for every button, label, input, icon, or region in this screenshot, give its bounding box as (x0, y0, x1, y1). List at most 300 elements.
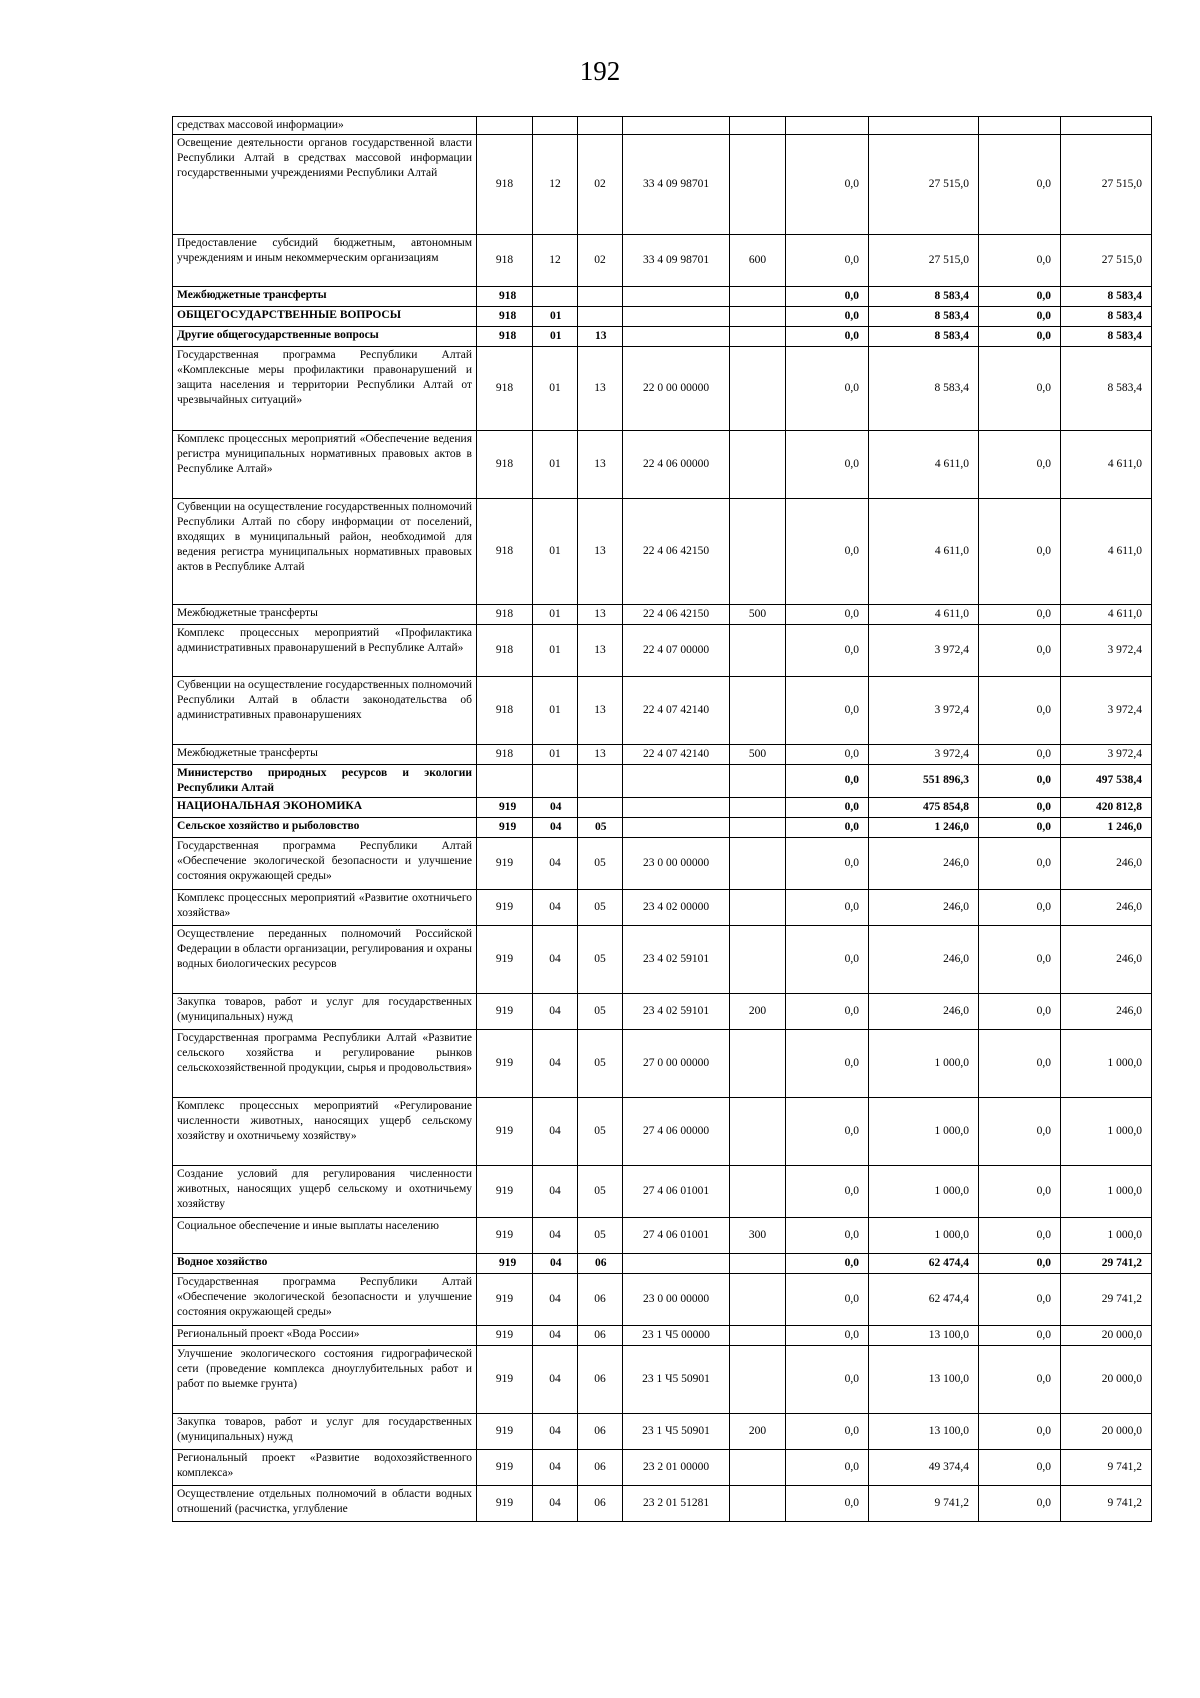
row-name: Комплекс процессных мероприятий «Профилактика административных правонарушений в Республике Алтай» (173, 625, 477, 677)
row-subsection: 06 (578, 1273, 623, 1325)
row-name: Межбюджетные трансферты (173, 745, 477, 765)
row-subsection: 02 (578, 235, 623, 287)
row-section: 04 (533, 1029, 578, 1097)
row-grbs: 919 (477, 1097, 533, 1165)
row-value-2 (869, 117, 979, 135)
row-section: 01 (533, 431, 578, 499)
row-target-article: 22 4 07 42140 (623, 677, 730, 745)
row-value-2: 8 583,4 (869, 347, 979, 431)
row-value-4: 20 000,0 (1061, 1345, 1152, 1413)
row-expense-type (730, 889, 786, 925)
row-section: 04 (533, 1253, 578, 1273)
row-value-3: 0,0 (979, 1273, 1061, 1325)
row-grbs: 918 (477, 625, 533, 677)
row-value-4: 420 812,8 (1061, 797, 1152, 817)
row-value-4: 8 583,4 (1061, 347, 1152, 431)
table-row (173, 235, 1152, 287)
row-target-article: 23 2 01 51281 (623, 1485, 730, 1521)
row-name: Межбюджетные трансферты (173, 605, 477, 625)
table-row (173, 797, 1152, 817)
row-expense-type (730, 135, 786, 235)
row-expense-type (730, 1253, 786, 1273)
row-name: Осуществление отдельных полномочий в области водных отношений (расчистка, углубление (173, 1485, 477, 1521)
row-value-2: 4 611,0 (869, 431, 979, 499)
row-value-2: 27 515,0 (869, 135, 979, 235)
table-row (173, 1449, 1152, 1485)
row-value-3: 0,0 (979, 745, 1061, 765)
row-value-2: 246,0 (869, 925, 979, 993)
row-grbs: 919 (477, 1413, 533, 1449)
row-value-4: 4 611,0 (1061, 499, 1152, 605)
row-subsection: 05 (578, 925, 623, 993)
row-grbs: 919 (477, 1449, 533, 1485)
row-expense-type (730, 1273, 786, 1325)
row-name: Государственная программа Республики Алтай «Комплексные меры профилактики правонарушений и защита населения и территории Республики Алтай от чрезвычайных ситуаций» (173, 347, 477, 431)
row-section: 04 (533, 1165, 578, 1217)
row-value-2: 1 000,0 (869, 1097, 979, 1165)
row-value-1: 0,0 (786, 925, 869, 993)
row-subsection: 05 (578, 1097, 623, 1165)
row-expense-type (730, 1485, 786, 1521)
row-section (533, 117, 578, 135)
table-row (173, 327, 1152, 347)
row-value-1: 0,0 (786, 1325, 869, 1345)
row-grbs: 918 (477, 135, 533, 235)
table-row (173, 287, 1152, 307)
row-expense-type (730, 499, 786, 605)
row-section: 01 (533, 605, 578, 625)
row-value-4: 3 972,4 (1061, 677, 1152, 745)
row-target-article: 27 4 06 01001 (623, 1165, 730, 1217)
row-section: 04 (533, 1097, 578, 1165)
row-section (533, 765, 578, 798)
row-target-article (623, 307, 730, 327)
row-expense-type (730, 1097, 786, 1165)
page-number: 192 (579, 56, 621, 86)
row-value-3: 0,0 (979, 925, 1061, 993)
row-name: Другие общегосударственные вопросы (173, 327, 477, 347)
row-name: Осуществление переданных полномочий Российской Федерации в области организации, регулирования и охраны водных биологических ресурсов (173, 925, 477, 993)
row-value-3: 0,0 (979, 1413, 1061, 1449)
row-grbs: 919 (477, 837, 533, 889)
row-value-2: 4 611,0 (869, 499, 979, 605)
row-value-4: 4 611,0 (1061, 431, 1152, 499)
row-target-article: 23 4 02 59101 (623, 993, 730, 1029)
row-expense-type (730, 925, 786, 993)
row-value-3: 0,0 (979, 1345, 1061, 1413)
row-grbs: 918 (477, 235, 533, 287)
row-target-article (623, 765, 730, 798)
row-value-1: 0,0 (786, 1449, 869, 1485)
row-value-2: 3 972,4 (869, 625, 979, 677)
row-value-4: 29 741,2 (1061, 1253, 1152, 1273)
row-value-3: 0,0 (979, 1217, 1061, 1253)
row-value-4: 246,0 (1061, 889, 1152, 925)
row-grbs: 918 (477, 431, 533, 499)
row-subsection: 13 (578, 431, 623, 499)
row-section: 04 (533, 1325, 578, 1345)
row-grbs: 919 (477, 1325, 533, 1345)
row-value-2: 62 474,4 (869, 1253, 979, 1273)
row-value-1: 0,0 (786, 347, 869, 431)
row-value-4: 9 741,2 (1061, 1485, 1152, 1521)
row-subsection: 13 (578, 499, 623, 605)
row-section: 01 (533, 745, 578, 765)
row-section: 04 (533, 797, 578, 817)
row-value-4: 8 583,4 (1061, 287, 1152, 307)
row-name: Освещение деятельности органов государственной власти Республики Алтай в средствах массовой информации государственными учреждениями Республики Алтай (173, 135, 477, 235)
row-subsection (578, 117, 623, 135)
row-grbs: 919 (477, 817, 533, 837)
row-subsection: 13 (578, 745, 623, 765)
row-value-2: 3 972,4 (869, 677, 979, 745)
row-section: 04 (533, 1485, 578, 1521)
row-expense-type: 300 (730, 1217, 786, 1253)
table-row (173, 1485, 1152, 1521)
row-target-article: 23 2 01 00000 (623, 1449, 730, 1485)
row-target-article (623, 1253, 730, 1273)
row-value-4: 1 246,0 (1061, 817, 1152, 837)
row-section: 04 (533, 817, 578, 837)
row-expense-type (730, 797, 786, 817)
table-row (173, 135, 1152, 235)
table-row (173, 837, 1152, 889)
row-value-3: 0,0 (979, 431, 1061, 499)
row-value-3: 0,0 (979, 1485, 1061, 1521)
row-name: Водное хозяйство (173, 1253, 477, 1273)
row-value-4: 20 000,0 (1061, 1325, 1152, 1345)
row-value-1: 0,0 (786, 745, 869, 765)
row-name: Субвенции на осуществление государственных полномочий Республики Алтай в области законодательства об административных правонарушениях (173, 677, 477, 745)
row-subsection: 02 (578, 135, 623, 235)
row-name: Министерство природных ресурсов и экологии Республики Алтай (173, 765, 477, 798)
row-value-2: 13 100,0 (869, 1325, 979, 1345)
row-target-article (623, 797, 730, 817)
row-subsection: 05 (578, 1217, 623, 1253)
row-section: 04 (533, 1217, 578, 1253)
row-value-3: 0,0 (979, 1253, 1061, 1273)
row-value-1: 0,0 (786, 1165, 869, 1217)
row-value-4: 3 972,4 (1061, 745, 1152, 765)
row-value-2: 246,0 (869, 837, 979, 889)
row-value-3: 0,0 (979, 605, 1061, 625)
row-target-article: 22 4 06 00000 (623, 431, 730, 499)
row-value-3: 0,0 (979, 347, 1061, 431)
row-value-1: 0,0 (786, 327, 869, 347)
row-subsection: 06 (578, 1413, 623, 1449)
row-value-1: 0,0 (786, 307, 869, 327)
row-grbs: 919 (477, 993, 533, 1029)
row-value-3: 0,0 (979, 499, 1061, 605)
row-section: 01 (533, 347, 578, 431)
row-value-3: 0,0 (979, 1029, 1061, 1097)
table-row (173, 117, 1152, 135)
row-value-1: 0,0 (786, 677, 869, 745)
row-name: Региональный проект «Вода России» (173, 1325, 477, 1345)
row-target-article (623, 287, 730, 307)
table-row (173, 1413, 1152, 1449)
row-section: 04 (533, 1413, 578, 1449)
row-expense-type (730, 347, 786, 431)
row-value-2: 3 972,4 (869, 745, 979, 765)
row-grbs: 918 (477, 327, 533, 347)
row-value-4: 246,0 (1061, 925, 1152, 993)
row-subsection: 06 (578, 1325, 623, 1345)
row-section: 04 (533, 1345, 578, 1413)
row-value-3: 0,0 (979, 889, 1061, 925)
row-value-3: 0,0 (979, 765, 1061, 798)
row-value-4: 4 611,0 (1061, 605, 1152, 625)
row-expense-type (730, 837, 786, 889)
row-subsection: 05 (578, 837, 623, 889)
table-row (173, 745, 1152, 765)
row-value-3: 0,0 (979, 1325, 1061, 1345)
row-expense-type (730, 327, 786, 347)
row-target-article (623, 817, 730, 837)
row-name: Предоставление субсидий бюджетным, автономным учреждениям и иным некоммерческим организациям (173, 235, 477, 287)
row-expense-type (730, 677, 786, 745)
row-value-1 (786, 117, 869, 135)
row-section: 01 (533, 625, 578, 677)
row-value-4: 1 000,0 (1061, 1097, 1152, 1165)
row-value-4: 8 583,4 (1061, 327, 1152, 347)
row-grbs: 918 (477, 499, 533, 605)
row-subsection: 13 (578, 327, 623, 347)
table-row (173, 817, 1152, 837)
row-expense-type (730, 1029, 786, 1097)
row-subsection: 06 (578, 1253, 623, 1273)
row-value-1: 0,0 (786, 1029, 869, 1097)
row-grbs: 919 (477, 797, 533, 817)
row-target-article: 22 4 07 42140 (623, 745, 730, 765)
row-expense-type: 200 (730, 993, 786, 1029)
row-grbs: 918 (477, 605, 533, 625)
row-name: Межбюджетные трансферты (173, 287, 477, 307)
row-value-1: 0,0 (786, 797, 869, 817)
row-value-1: 0,0 (786, 1413, 869, 1449)
row-subsection (578, 797, 623, 817)
row-value-3: 0,0 (979, 625, 1061, 677)
row-value-2: 1 246,0 (869, 817, 979, 837)
row-section: 04 (533, 925, 578, 993)
row-value-3: 0,0 (979, 1165, 1061, 1217)
row-name: Государственная программа Республики Алтай «Обеспечение экологической безопасности и улучшение состояния окружающей среды» (173, 837, 477, 889)
row-target-article: 22 4 06 42150 (623, 499, 730, 605)
row-value-2: 49 374,4 (869, 1449, 979, 1485)
row-name: Закупка товаров, работ и услуг для государственных (муниципальных) нужд (173, 993, 477, 1029)
row-subsection: 05 (578, 993, 623, 1029)
table-row (173, 625, 1152, 677)
row-section: 04 (533, 889, 578, 925)
row-name: средствах массовой информации» (173, 117, 477, 135)
row-value-1: 0,0 (786, 817, 869, 837)
row-section: 04 (533, 837, 578, 889)
row-subsection: 06 (578, 1485, 623, 1521)
table-row (173, 307, 1152, 327)
row-target-article: 23 1 Ч5 00000 (623, 1325, 730, 1345)
row-name: Улучшение экологического состояния гидрографической сети (проведение комплекса дноуглубительных работ и работ по выемке грунта) (173, 1345, 477, 1413)
row-section: 12 (533, 135, 578, 235)
row-value-2: 8 583,4 (869, 307, 979, 327)
row-grbs: 919 (477, 1273, 533, 1325)
row-expense-type: 500 (730, 605, 786, 625)
row-value-1: 0,0 (786, 625, 869, 677)
row-name: Субвенции на осуществление государственных полномочий Республики Алтай по сбору информации от поселений, входящих в муниципальный район, необходимой для ведения регистра муниципальных нормативных правовых актов в Республике Алтай (173, 499, 477, 605)
row-expense-type (730, 431, 786, 499)
row-value-3 (979, 117, 1061, 135)
row-subsection: 06 (578, 1449, 623, 1485)
table-row (173, 347, 1152, 431)
table-row (173, 1029, 1152, 1097)
row-expense-type (730, 287, 786, 307)
table-row (173, 1253, 1152, 1273)
row-value-4: 246,0 (1061, 837, 1152, 889)
table-row (173, 765, 1152, 798)
row-target-article: 27 4 06 00000 (623, 1097, 730, 1165)
row-grbs: 919 (477, 889, 533, 925)
row-target-article: 23 4 02 59101 (623, 925, 730, 993)
row-value-1: 0,0 (786, 837, 869, 889)
row-value-3: 0,0 (979, 327, 1061, 347)
row-value-2: 8 583,4 (869, 287, 979, 307)
row-grbs (477, 765, 533, 798)
row-target-article: 23 0 00 00000 (623, 837, 730, 889)
row-subsection: 05 (578, 889, 623, 925)
row-section: 04 (533, 993, 578, 1029)
table-row (173, 993, 1152, 1029)
row-value-3: 0,0 (979, 1097, 1061, 1165)
row-subsection (578, 307, 623, 327)
row-grbs: 919 (477, 925, 533, 993)
row-value-3: 0,0 (979, 1449, 1061, 1485)
row-value-2: 9 741,2 (869, 1485, 979, 1521)
table-row (173, 431, 1152, 499)
row-value-3: 0,0 (979, 677, 1061, 745)
row-subsection: 06 (578, 1345, 623, 1413)
row-value-2: 246,0 (869, 993, 979, 1029)
row-value-4: 246,0 (1061, 993, 1152, 1029)
row-expense-type (730, 1325, 786, 1345)
row-section: 04 (533, 1273, 578, 1325)
row-expense-type (730, 1165, 786, 1217)
row-value-4: 29 741,2 (1061, 1273, 1152, 1325)
row-grbs: 918 (477, 347, 533, 431)
row-value-1: 0,0 (786, 1345, 869, 1413)
row-value-2: 13 100,0 (869, 1413, 979, 1449)
row-name: Государственная программа Республики Алтай «Развитие сельского хозяйства и регулирование рынков сельскохозяйственной продукции, сырья и продовольствия» (173, 1029, 477, 1097)
row-subsection: 05 (578, 817, 623, 837)
table-body (173, 117, 1152, 1522)
row-grbs: 919 (477, 1253, 533, 1273)
row-expense-type (730, 117, 786, 135)
row-value-4: 1 000,0 (1061, 1165, 1152, 1217)
row-value-4: 20 000,0 (1061, 1413, 1152, 1449)
row-name: НАЦИОНАЛЬНАЯ ЭКОНОМИКА (173, 797, 477, 817)
row-section (533, 287, 578, 307)
row-value-4: 1 000,0 (1061, 1217, 1152, 1253)
row-grbs (477, 117, 533, 135)
row-value-4 (1061, 117, 1152, 135)
row-name: Закупка товаров, работ и услуг для государственных (муниципальных) нужд (173, 1413, 477, 1449)
row-value-4: 8 583,4 (1061, 307, 1152, 327)
row-value-2: 8 583,4 (869, 327, 979, 347)
row-value-1: 0,0 (786, 287, 869, 307)
row-subsection: 05 (578, 1029, 623, 1097)
row-value-1: 0,0 (786, 993, 869, 1029)
row-grbs: 918 (477, 745, 533, 765)
row-value-3: 0,0 (979, 797, 1061, 817)
table-row (173, 677, 1152, 745)
row-expense-type (730, 307, 786, 327)
row-value-2: 1 000,0 (869, 1217, 979, 1253)
row-value-2: 1 000,0 (869, 1165, 979, 1217)
row-value-2: 13 100,0 (869, 1345, 979, 1413)
row-expense-type (730, 625, 786, 677)
budget-table (172, 116, 1152, 1522)
table-row (173, 925, 1152, 993)
row-grbs: 919 (477, 1029, 533, 1097)
row-value-2: 62 474,4 (869, 1273, 979, 1325)
row-value-3: 0,0 (979, 287, 1061, 307)
row-target-article: 22 4 07 00000 (623, 625, 730, 677)
row-section: 01 (533, 499, 578, 605)
row-name: Комплекс процессных мероприятий «Обеспечение ведения регистра муниципальных нормативных правовых актов в Республике Алтай» (173, 431, 477, 499)
row-value-4: 27 515,0 (1061, 235, 1152, 287)
row-value-2: 1 000,0 (869, 1029, 979, 1097)
row-subsection: 13 (578, 677, 623, 745)
row-value-1: 0,0 (786, 235, 869, 287)
row-value-1: 0,0 (786, 1217, 869, 1253)
row-target-article (623, 117, 730, 135)
row-subsection: 05 (578, 1165, 623, 1217)
row-expense-type: 200 (730, 1413, 786, 1449)
row-target-article (623, 327, 730, 347)
row-target-article: 23 4 02 00000 (623, 889, 730, 925)
row-section: 01 (533, 307, 578, 327)
row-target-article: 22 0 00 00000 (623, 347, 730, 431)
row-target-article: 23 1 Ч5 50901 (623, 1413, 730, 1449)
row-section: 01 (533, 327, 578, 347)
row-value-1: 0,0 (786, 605, 869, 625)
row-expense-type: 600 (730, 235, 786, 287)
table-row (173, 499, 1152, 605)
row-value-2: 246,0 (869, 889, 979, 925)
table-row (173, 1273, 1152, 1325)
row-value-1: 0,0 (786, 1273, 869, 1325)
table-row (173, 1345, 1152, 1413)
row-subsection (578, 287, 623, 307)
row-value-3: 0,0 (979, 817, 1061, 837)
row-value-1: 0,0 (786, 1485, 869, 1521)
row-value-4: 9 741,2 (1061, 1449, 1152, 1485)
row-grbs: 919 (477, 1345, 533, 1413)
row-grbs: 919 (477, 1485, 533, 1521)
row-value-3: 0,0 (979, 837, 1061, 889)
row-value-1: 0,0 (786, 135, 869, 235)
row-name: ОБЩЕГОСУДАРСТВЕННЫЕ ВОПРОСЫ (173, 307, 477, 327)
row-value-1: 0,0 (786, 431, 869, 499)
row-expense-type (730, 817, 786, 837)
row-grbs: 918 (477, 677, 533, 745)
row-section: 01 (533, 677, 578, 745)
row-name: Комплекс процессных мероприятий «Развитие охотничьего хозяйства» (173, 889, 477, 925)
row-target-article: 27 0 00 00000 (623, 1029, 730, 1097)
row-expense-type (730, 1449, 786, 1485)
row-value-3: 0,0 (979, 993, 1061, 1029)
row-value-3: 0,0 (979, 135, 1061, 235)
row-value-2: 551 896,3 (869, 765, 979, 798)
row-value-2: 475 854,8 (869, 797, 979, 817)
